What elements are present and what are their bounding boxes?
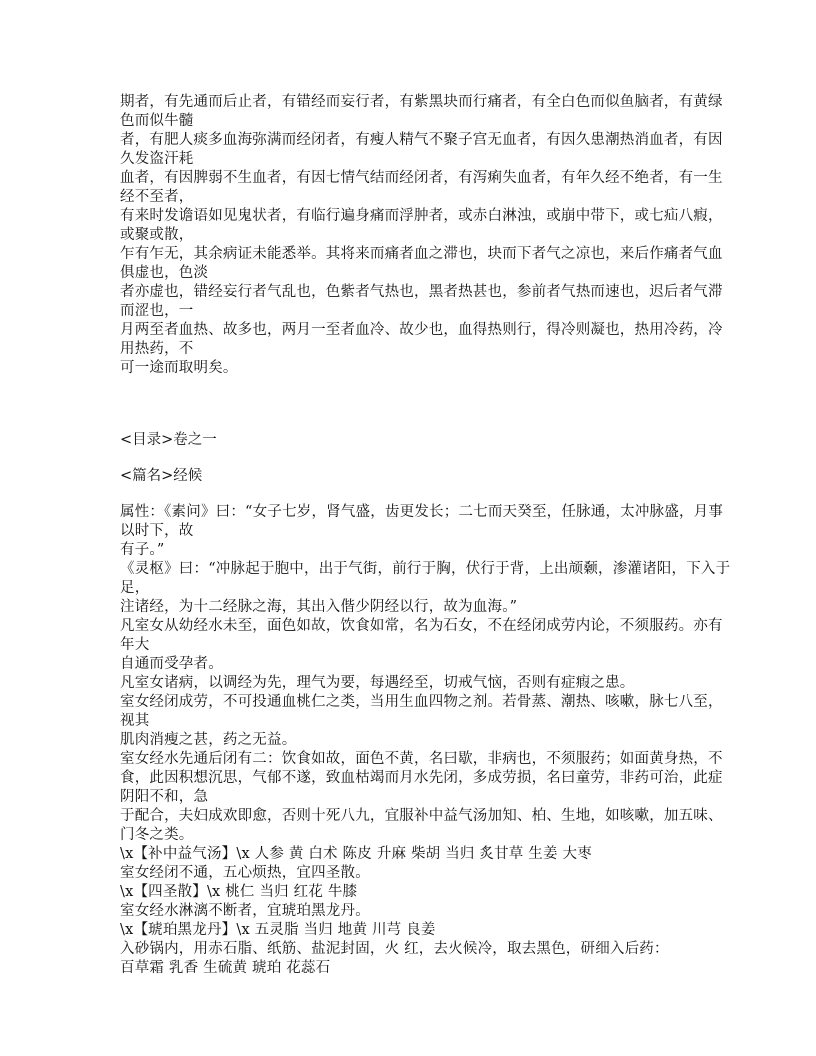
chapter-heading: <篇名>经候 xyxy=(120,468,203,484)
text-line: 注诸经，为十二经脉之海，其出入偕少阴经以行，故为血海。” xyxy=(120,599,518,615)
text-line: 食，此因积想沉思，气郁不遂，致血枯竭而月水先闭，多成劳损，名曰童劳，非药可治，此症 xyxy=(120,770,723,786)
text-line: 年大 xyxy=(120,637,150,653)
text-line: 有来时发谵语如见鬼状者，有临行遍身痛而浮肿者，或赤白淋浊，或崩中带下，或七疝八瘕， xyxy=(120,208,723,224)
text-line: 而涩也，一 xyxy=(120,303,194,319)
text-line: 血者，有因脾弱不生血者，有因七情气结而经闭者，有泻痢失血者，有年久经不绝者，有一生 xyxy=(120,170,723,186)
text-line: 色而似牛髓 xyxy=(120,113,194,129)
text-line: 者亦虚也，错经妄行者气乱也，色紫者气热也，黑者热甚也，参前者气热而速也，迟后者气滞 xyxy=(120,284,723,300)
formula-line: \x【补中益气汤】\x 人参 黄 白术 陈皮 升麻 柴胡 当归 炙甘草 生姜 大枣 xyxy=(120,846,592,862)
text-line: 可一途而取明矣。 xyxy=(120,360,238,376)
text-line: 期者，有先通而后止者，有错经而妄行者，有紫黑块而行痛者，有全白色而似鱼脑者，有黄绿 xyxy=(120,94,723,110)
text-line: 凡室女从幼经水未至，面色如故，饮食如常，名为石女，不在经闭成劳内论，不须服药。亦有 xyxy=(120,618,723,634)
text-line: 久发盗汗耗 xyxy=(120,151,194,167)
section-spacer xyxy=(120,378,710,431)
text-line: 月两至者血热、故多也，两月一至者血冷、故少也，血得热则行，得冷则凝也，热用冷药，冷 xyxy=(120,322,723,338)
document-page xyxy=(120,93,731,978)
text-block-symptoms xyxy=(120,93,723,378)
formula-line: \x【琥珀黑龙丹】\x 五灵脂 当归 地黄 川芎 良姜 xyxy=(120,922,436,938)
text-line: 阴阳不和，急 xyxy=(120,789,209,805)
text-line: 《灵枢》曰：“冲脉起于胞中，出于气街，前行于胸，伏行于背，上出颃颡，渗灌诸阳，下入于 xyxy=(120,561,731,577)
text-line: 属性：《素问》曰：“女子七岁，肾气盛，齿更发长；二七而天癸至，任脉通，太冲脉盛，月事 xyxy=(120,504,724,520)
text-line: 室女经闭成劳，不可投通血桃仁之类，当用生血四物之剂。若骨蒸、潮热、咳嗽，脉七八至， xyxy=(120,694,723,710)
text-line: 视其 xyxy=(120,713,150,729)
text-line: 室女经水先通后闭有二：饮食如故，面色不黄，名曰歇，非病也，不须服药；如面黄身热，不 xyxy=(120,751,723,767)
heading-spacer xyxy=(120,486,710,503)
text-line: 乍有乍无，其余病证未能悉举。其将来而痛者血之滞也，块而下者气之凉也，来后作痛者气血 xyxy=(120,246,723,262)
text-line: 于配合，夫妇成欢即愈，否则十死八九，宜服补中益气汤加知、柏、生地，如咳嗽，加五味、 xyxy=(120,808,723,824)
text-line: 门冬之类。 xyxy=(120,827,194,843)
ingredient-line: 百草霜 乳香 生硫黄 琥珀 花蕊石 xyxy=(120,960,331,976)
heading-spacer xyxy=(120,450,710,467)
text-line: 有子。” xyxy=(120,542,165,558)
text-line: 或聚或散， xyxy=(120,227,194,243)
text-line: 凡室女诸病，以调经为先，理气为要，每遇经至，切戒气恼，否则有症瘕之患。 xyxy=(120,675,635,691)
text-line: 室女经闭不通，五心烦热，宜四圣散。 xyxy=(120,865,370,881)
text-line: 入砂锅内，用赤石脂、纸筋、盐泥封固，火 红，去火候冷，取去黑色，研细入后药： xyxy=(120,941,669,957)
formula-line: \x【四圣散】\x 桃仁 当归 红花 牛膝 xyxy=(120,884,358,900)
text-line: 经不至者， xyxy=(120,189,194,205)
catalog-heading: <目录>卷之一 xyxy=(120,432,217,448)
text-line: 自通而受孕者。 xyxy=(120,656,223,672)
text-line: 俱虚也，色淡 xyxy=(120,265,209,281)
text-line: 室女经水淋漓不断者，宜琥珀黑龙丹。 xyxy=(120,903,370,919)
text-line: 肌肉消瘦之甚，药之无益。 xyxy=(120,732,297,748)
text-line: 者，有肥人痰多血海弥满而经闭者，有瘦人精气不聚子宫无血者，有因久患潮热消血者，有因 xyxy=(120,132,723,148)
text-line: 用热药，不 xyxy=(120,341,194,357)
text-line: 以时下，故 xyxy=(120,523,194,539)
text-block-main xyxy=(120,503,731,978)
text-line: 足， xyxy=(120,580,150,596)
